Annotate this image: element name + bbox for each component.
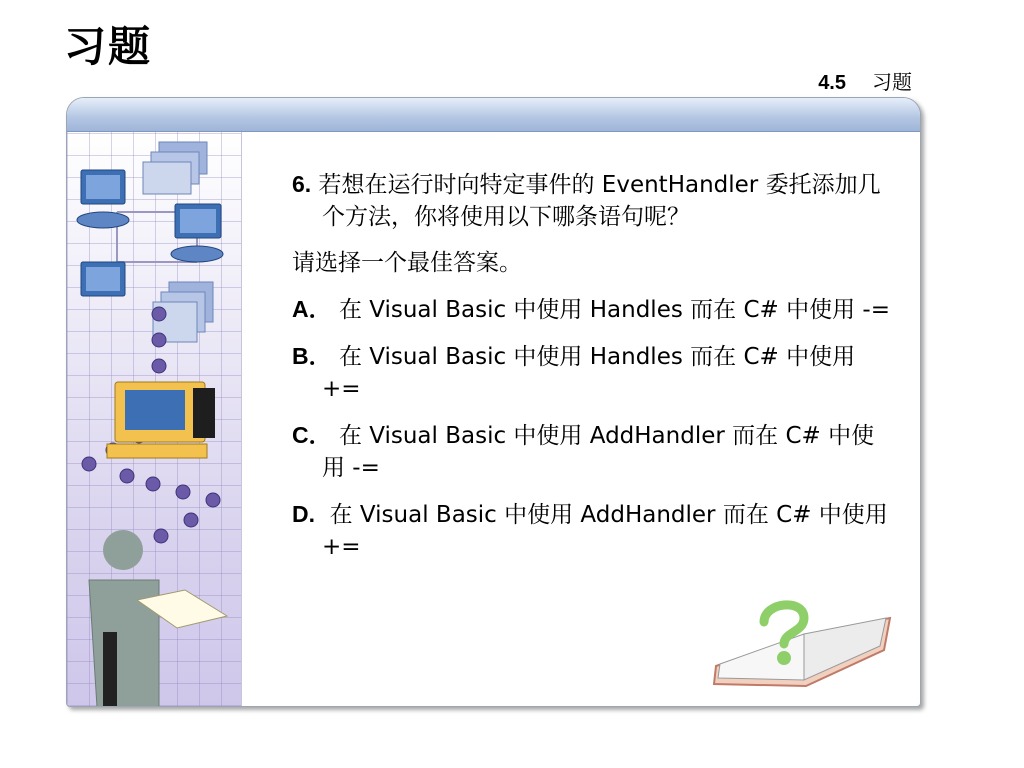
question-text (292, 168, 892, 233)
option-c[interactable] (292, 419, 892, 484)
option-d[interactable] (292, 498, 892, 563)
section-name: 习题 (872, 70, 912, 94)
option-text: 在 Visual Basic 中使用 AddHandler 而在 C# 中使用 += (322, 502, 888, 560)
question-book-icon (708, 588, 898, 698)
section-label (818, 66, 912, 95)
option-text: 在 Visual Basic 中使用 Handles 而在 C# 中使用 += (322, 344, 856, 402)
monitor-icon (171, 204, 223, 262)
option-text: 在 Visual Basic 中使用 Handles 而在 C# 中使用 -= (338, 297, 890, 323)
option-letter: D. (292, 501, 315, 527)
option-b[interactable] (292, 340, 892, 405)
illustration-svg (67, 132, 241, 707)
slide-title: 习题 (64, 22, 153, 71)
question-number: 6. (292, 171, 312, 197)
option-a[interactable] (292, 293, 892, 326)
question-content (292, 168, 892, 577)
network-computers-person-reading-illustration (67, 132, 242, 706)
panel-header-band (67, 98, 920, 132)
question-body: 若想在运行时向特定事件的 EventHandler 委托添加几个方法，你将使用以下哪条语句呢？ (318, 172, 881, 230)
monitor-icon (81, 262, 125, 296)
option-letter: B． (292, 343, 332, 369)
section-number: 4.5 (818, 72, 846, 94)
instruction-text: 请选择一个最佳答案。 (292, 250, 522, 276)
option-text: 在 Visual Basic 中使用 AddHandler 而在 C# 中使用 -= (322, 423, 875, 481)
option-letter: A． (292, 296, 332, 322)
computer-icon (107, 382, 215, 458)
option-letter: C． (292, 422, 332, 448)
person-reading-icon (89, 530, 227, 707)
monitor-icon (77, 170, 129, 228)
server-stack-icon (143, 142, 207, 194)
